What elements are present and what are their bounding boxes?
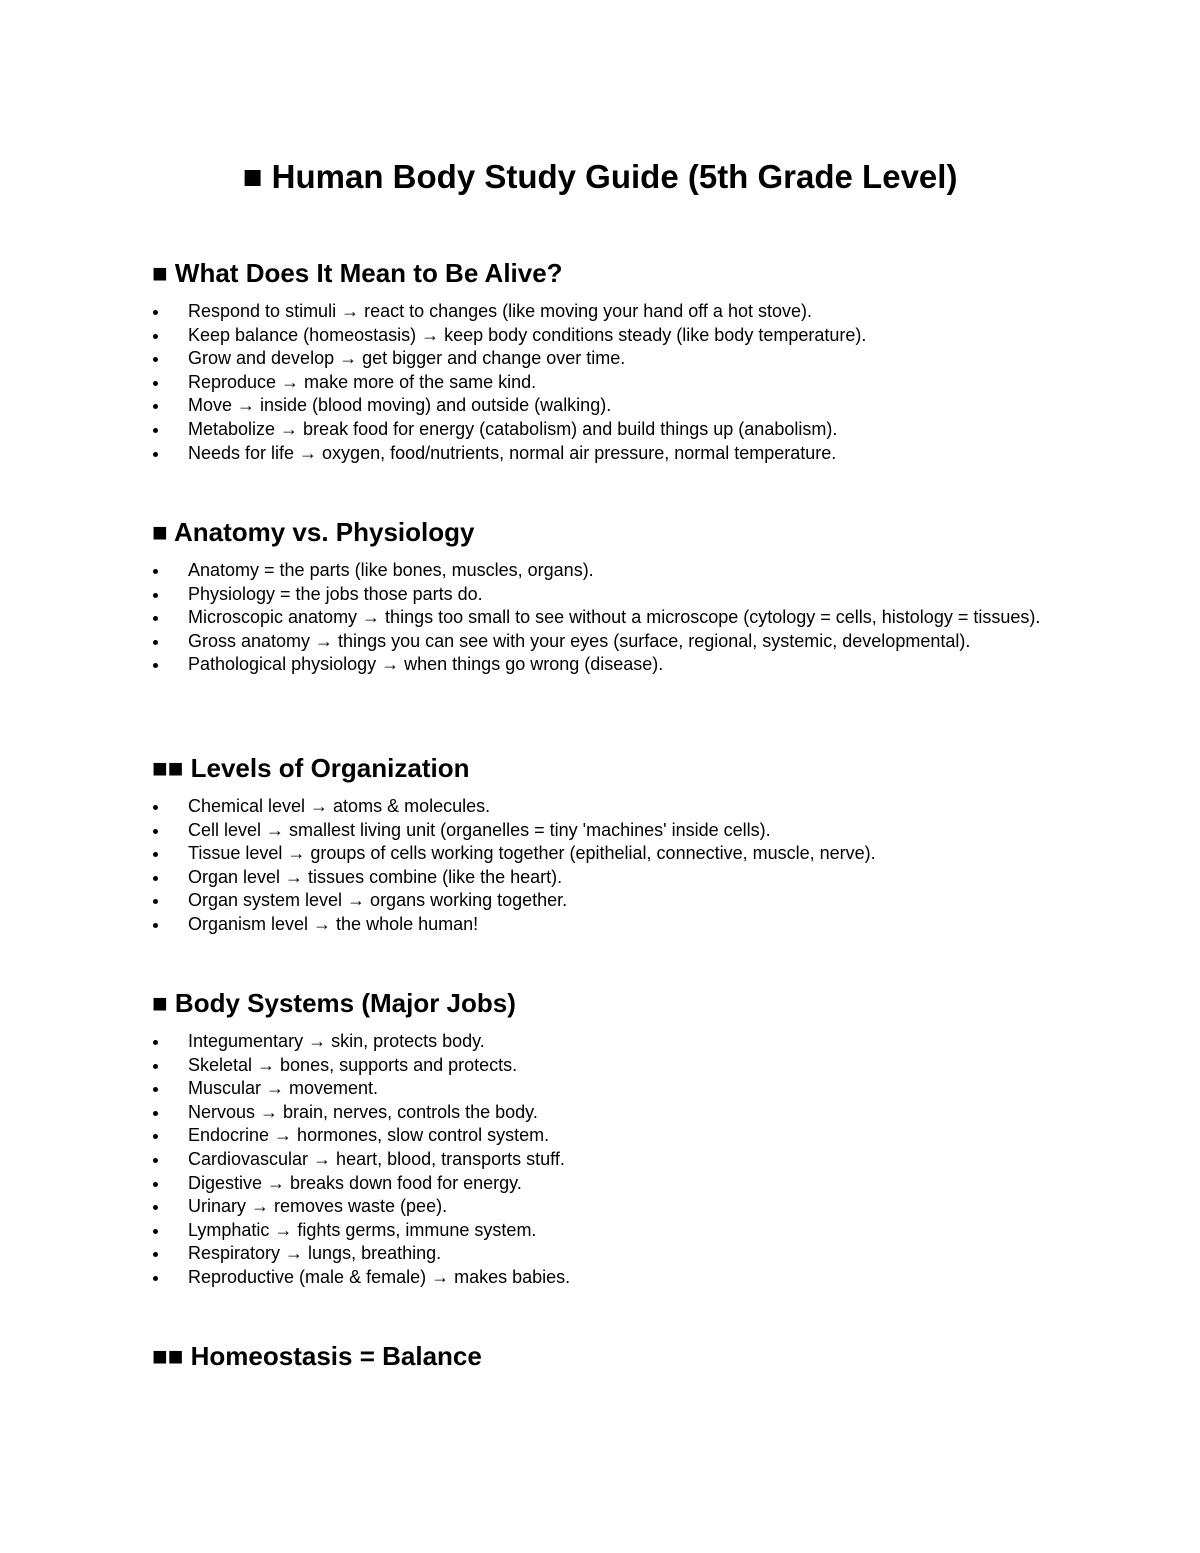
list-item-text: Keep balance (homeostasis) → keep body conditions steady (like body temperature). xyxy=(188,324,867,345)
list-item-text: Muscular → movement. xyxy=(188,1078,379,1099)
list-item xyxy=(152,1242,1072,1266)
section-heading: ■■ Homeostasis = Balance xyxy=(152,1341,482,1371)
bullet-icon xyxy=(153,640,158,645)
section-alive xyxy=(152,256,1072,465)
list-item xyxy=(152,442,1072,466)
list-item-text: Urinary → removes waste (pee). xyxy=(188,1196,448,1217)
list-item xyxy=(152,1195,1072,1219)
list-item-text: Nervous → brain, nerves, controls the body. xyxy=(188,1101,538,1122)
section-heading: ■ Body Systems (Major Jobs) xyxy=(152,988,516,1018)
list-item-text: Skeletal → bones, supports and protects. xyxy=(188,1054,518,1075)
bullet-icon xyxy=(153,663,158,668)
list-item xyxy=(152,913,1072,937)
bullet-icon xyxy=(153,569,158,574)
list-item-text: Metabolize → break food for energy (catabolism) and build things up (anabolism). xyxy=(188,418,838,439)
list-item xyxy=(152,1077,1072,1101)
list-item-text: Grow and develop → get bigger and change over time. xyxy=(188,348,626,369)
list-item xyxy=(152,1219,1072,1243)
list-item-text: Organism level → the whole human! xyxy=(188,913,479,934)
list-item-text: Lymphatic → fights germs, immune system. xyxy=(188,1219,537,1240)
list-item-text: Microscopic anatomy → things too small to see without a microscope (cytology = cells, histology = tissues). xyxy=(188,607,1041,628)
bullet-icon xyxy=(153,1182,158,1187)
list-item-text: Cell level → smallest living unit (organelles = tiny 'machines' inside cells). xyxy=(188,819,771,840)
list-item xyxy=(152,418,1072,442)
list-item-text: Pathological physiology → when things go wrong (disease). xyxy=(188,654,664,675)
list-item xyxy=(152,583,1072,607)
section-levels-of-organization xyxy=(152,751,1072,937)
list-item-text: Digestive → breaks down food for energy. xyxy=(188,1172,522,1193)
list-item-text: Integumentary → skin, protects body. xyxy=(188,1031,485,1051)
list-item xyxy=(152,866,1072,890)
list-item xyxy=(152,795,1072,819)
list-item-text: Anatomy = the parts (like bones, muscles, organs). xyxy=(188,560,594,580)
list-item-text: Tissue level → groups of cells working together (epithelial, connective, muscle, nerve). xyxy=(188,843,876,864)
list-item xyxy=(152,1266,1072,1290)
section-heading: ■ What Does It Mean to Be Alive? xyxy=(152,258,563,288)
bullet-icon xyxy=(153,1111,158,1116)
bullet-icon xyxy=(153,381,158,386)
bullet-icon xyxy=(153,805,158,810)
list-item xyxy=(152,1054,1072,1078)
list-item xyxy=(152,1101,1072,1125)
bullet-icon xyxy=(153,452,158,457)
list-item xyxy=(152,630,1072,654)
bullet-icon xyxy=(153,1158,158,1163)
list-item xyxy=(152,819,1072,843)
list-item-text: Endocrine → hormones, slow control system. xyxy=(188,1125,550,1146)
list-item xyxy=(152,653,1072,677)
section-heading: ■ Anatomy vs. Physiology xyxy=(152,517,475,547)
list-item xyxy=(152,371,1072,395)
list-item-text: Needs for life → oxygen, food/nutrients, normal air pressure, normal temperature. xyxy=(188,442,837,463)
bullet-icon xyxy=(153,923,158,928)
list-item xyxy=(152,606,1072,630)
bullet-icon xyxy=(153,1064,158,1069)
list-item-text: Cardiovascular → heart, blood, transports stuff. xyxy=(188,1148,565,1169)
list-item xyxy=(152,559,1072,583)
bullet-list xyxy=(152,559,1072,677)
bullet-list xyxy=(152,795,1072,937)
bullet-icon xyxy=(153,1252,158,1257)
bullet-icon xyxy=(153,1134,158,1139)
bullet-icon xyxy=(153,428,158,433)
list-item xyxy=(152,1030,1072,1054)
bullet-icon xyxy=(153,1087,158,1092)
list-item-text: Reproduce → make more of the same kind. xyxy=(188,371,537,392)
list-item-text: Move → inside (blood moving) and outside (walking). xyxy=(188,395,612,416)
section-anatomy-physiology xyxy=(152,515,1072,677)
bullet-icon xyxy=(153,1229,158,1234)
list-item-text: Reproductive (male & female) → makes babies. xyxy=(188,1266,571,1287)
bullet-icon xyxy=(153,876,158,881)
list-item xyxy=(152,1148,1072,1172)
bullet-icon xyxy=(153,334,158,339)
list-item xyxy=(152,324,1072,348)
list-item-text: Physiology = the jobs those parts do. xyxy=(188,583,483,604)
list-item xyxy=(152,1124,1072,1148)
bullet-icon xyxy=(153,1205,158,1210)
list-item xyxy=(152,842,1072,866)
bullet-icon xyxy=(153,1276,158,1281)
section-body-systems xyxy=(152,986,1072,1290)
list-item-text: Organ system level → organs working together. xyxy=(188,890,568,911)
bullet-icon xyxy=(153,404,158,409)
list-item xyxy=(152,1172,1072,1196)
list-item xyxy=(152,347,1072,371)
list-item-text: Chemical level → atoms & molecules. xyxy=(188,796,491,816)
list-item xyxy=(152,889,1072,913)
list-item-text: Gross anatomy → things you can see with your eyes (surface, regional, systemic, developmental). xyxy=(188,630,971,651)
section-heading: ■■ Levels of Organization xyxy=(152,753,470,783)
bullet-icon xyxy=(153,1040,158,1045)
bullet-icon xyxy=(153,357,158,362)
bullet-icon xyxy=(153,593,158,598)
section-homeostasis xyxy=(152,1339,1072,1373)
bullet-list xyxy=(152,300,1072,465)
bullet-list xyxy=(152,1030,1072,1290)
bullet-icon xyxy=(153,829,158,834)
list-item-text: Respiratory → lungs, breathing. xyxy=(188,1243,442,1264)
list-item xyxy=(152,394,1072,418)
bullet-icon xyxy=(153,310,158,315)
list-item xyxy=(152,300,1072,324)
bullet-icon xyxy=(153,852,158,857)
bullet-icon xyxy=(153,899,158,904)
document-title: ■ Human Body Study Guide (5th Grade Level) xyxy=(242,158,958,195)
list-item-text: Organ level → tissues combine (like the heart). xyxy=(188,866,563,887)
list-item-text: Respond to stimuli → react to changes (like moving your hand off a hot stove). xyxy=(188,301,812,321)
bullet-icon xyxy=(153,616,158,621)
